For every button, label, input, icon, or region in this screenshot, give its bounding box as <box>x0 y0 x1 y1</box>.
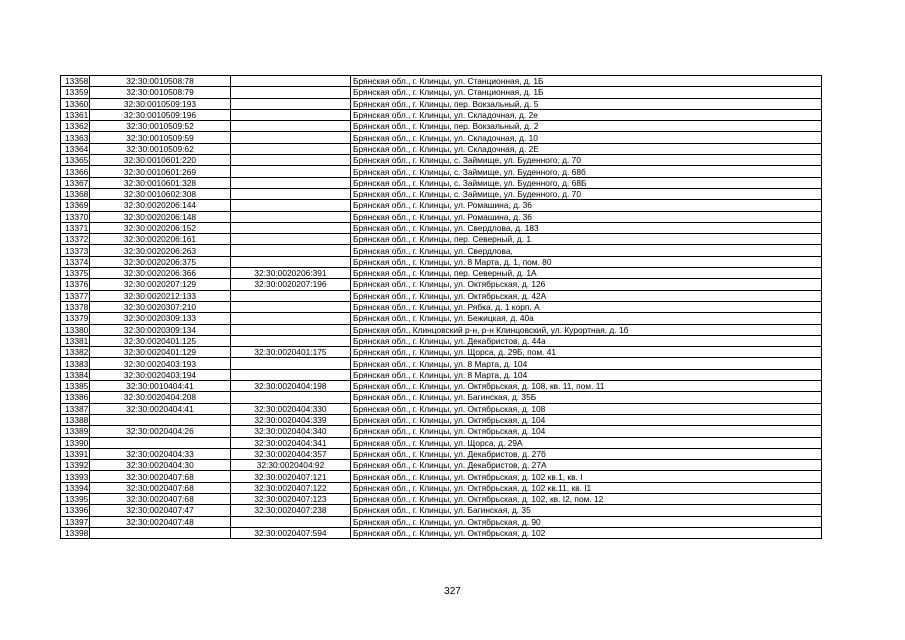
object-number-cell: 32:30:0020407:121 <box>231 471 351 482</box>
cadastral-number-cell: 32:30:0020403:193 <box>90 358 231 369</box>
table-body <box>61 76 822 539</box>
cadastral-number-cell: 32:30:0010508:79 <box>90 87 231 98</box>
table-row <box>61 414 822 425</box>
object-number-cell: 32:30:0020206:391 <box>231 268 351 279</box>
table-row <box>61 403 822 414</box>
row-number-cell: 13365 <box>61 155 90 166</box>
table-row <box>61 188 822 199</box>
row-number-cell: 13396 <box>61 505 90 516</box>
cadastral-number-cell: 32:30:0020206:366 <box>90 268 231 279</box>
address-cell: Брянская обл., г. Клинцы, ул. 8 Марта, д. 104 <box>351 369 822 380</box>
table-row <box>61 98 822 109</box>
table-row <box>61 279 822 290</box>
table-row <box>61 448 822 459</box>
address-cell: Брянская обл., г. Клинцы, ул. Свердлова, <box>351 245 822 256</box>
row-number-cell: 13390 <box>61 437 90 448</box>
object-number-cell <box>231 245 351 256</box>
row-number-cell: 13389 <box>61 426 90 437</box>
object-number-cell: 32:30:0020404:198 <box>231 381 351 392</box>
row-number-cell: 13398 <box>61 527 90 538</box>
object-number-cell <box>231 313 351 324</box>
object-number-cell <box>231 166 351 177</box>
row-number-cell: 13393 <box>61 471 90 482</box>
address-cell: Брянская обл., г. Клинцы, ул. Октябрьская, д. 102 <box>351 527 822 538</box>
address-cell: Брянская обл., г. Клинцы, ул. Октябрьская, д. 104 <box>351 426 822 437</box>
object-number-cell <box>231 188 351 199</box>
object-number-cell: 32:30:0020404:339 <box>231 414 351 425</box>
cadastral-table <box>60 75 822 539</box>
address-cell: Брянская обл., г. Клинцы, ул. Октябрьская, д. 108, кв. 11, пом. 11 <box>351 381 822 392</box>
address-cell: Брянская обл., г. Клинцы, пер. Вокзальный, д. 2 <box>351 121 822 132</box>
object-number-cell <box>231 132 351 143</box>
object-number-cell <box>231 76 351 87</box>
table-row <box>61 166 822 177</box>
object-number-cell: 32:30:0020404:341 <box>231 437 351 448</box>
address-cell: Брянская обл., г. Клинцы, ул. Декабристов, д. 44а <box>351 335 822 346</box>
row-number-cell: 13368 <box>61 188 90 199</box>
row-number-cell: 13359 <box>61 87 90 98</box>
address-cell: Брянская обл., г. Клинцы, ул. Ромашина, д. 36 <box>351 211 822 222</box>
table-row <box>61 301 822 312</box>
row-number-cell: 13369 <box>61 200 90 211</box>
table-row <box>61 290 822 301</box>
object-number-cell: 32:30:0020404:357 <box>231 448 351 459</box>
table-row <box>61 381 822 392</box>
row-number-cell: 13385 <box>61 381 90 392</box>
row-number-cell: 13382 <box>61 347 90 358</box>
row-number-cell: 13363 <box>61 132 90 143</box>
table-row <box>61 313 822 324</box>
address-cell: Брянская обл., г. Клинцы, ул. Щорса, д. 29Б, пом. 41 <box>351 347 822 358</box>
object-number-cell: 32:30:0020407:123 <box>231 493 351 504</box>
cadastral-number-cell: 32:30:0020309:133 <box>90 313 231 324</box>
address-cell: Брянская обл., г. Клинцы, ул. Щорса, д. 29А <box>351 437 822 448</box>
row-number-cell: 13358 <box>61 76 90 87</box>
cadastral-number-cell: 32:30:0020407:68 <box>90 482 231 493</box>
row-number-cell: 13361 <box>61 109 90 120</box>
row-number-cell: 13376 <box>61 279 90 290</box>
address-cell: Брянская обл., г. Клинцы, ул. Станционная, д. 1Б <box>351 76 822 87</box>
address-cell: Брянская обл., г. Клинцы, ул. Багинская, д. 35 <box>351 505 822 516</box>
object-number-cell <box>231 256 351 267</box>
address-cell: Брянская обл., г. Клинцы, ул. 8 Марта, д. 1, пом. 80 <box>351 256 822 267</box>
table-row <box>61 335 822 346</box>
row-number-cell: 13364 <box>61 143 90 154</box>
address-cell: Брянская обл., г. Клинцы, пер. Северный, д. 1 <box>351 234 822 245</box>
object-number-cell <box>231 155 351 166</box>
cadastral-number-cell: 32:30:0010509:59 <box>90 132 231 143</box>
cadastral-number-cell: 32:30:0020407:68 <box>90 493 231 504</box>
address-cell: Брянская обл., г. Клинцы, ул. Багинская, д. 35Б <box>351 392 822 403</box>
address-cell: Брянская обл., г. Клинцы, ул. Бежицкая, д. 40а <box>351 313 822 324</box>
row-number-cell: 13392 <box>61 460 90 471</box>
table-row <box>61 234 822 245</box>
address-cell: Брянская обл., г. Клинцы, ул. Декабристов, д. 27б <box>351 448 822 459</box>
address-cell: Брянская обл., г. Клинцы, ул. Станционная, д. 1Б <box>351 87 822 98</box>
object-number-cell <box>231 234 351 245</box>
table-row <box>61 392 822 403</box>
row-number-cell: 13388 <box>61 414 90 425</box>
cadastral-number-cell: 32:30:0010509:52 <box>90 121 231 132</box>
address-cell: Брянская обл., г. Клинцы, ул. Свердлова, д. 183 <box>351 222 822 233</box>
table-row <box>61 516 822 527</box>
cadastral-number-cell <box>90 414 231 425</box>
row-number-cell: 13395 <box>61 493 90 504</box>
table-row <box>61 324 822 335</box>
cadastral-number-cell: 32:30:0010404:41 <box>90 381 231 392</box>
row-number-cell: 13375 <box>61 268 90 279</box>
object-number-cell <box>231 109 351 120</box>
table-row <box>61 143 822 154</box>
row-number-cell: 13381 <box>61 335 90 346</box>
cadastral-number-cell: 32:30:0010601:220 <box>90 155 231 166</box>
address-cell: Брянская обл., г. Клинцы, ул. Октябрьская, д. 102 кв.1, кв. I <box>351 471 822 482</box>
table-row <box>61 155 822 166</box>
row-number-cell: 13387 <box>61 403 90 414</box>
object-number-cell <box>231 98 351 109</box>
address-cell: Брянская обл., г. Клинцы, ул. Октябрьская, д. 102, кв. I2, пом. 12 <box>351 493 822 504</box>
cadastral-number-cell: 32:30:0020207:129 <box>90 279 231 290</box>
cadastral-number-cell: 32:30:0010509:62 <box>90 143 231 154</box>
cadastral-number-cell: 32:30:0010601:269 <box>90 166 231 177</box>
row-number-cell: 13383 <box>61 358 90 369</box>
row-number-cell: 13374 <box>61 256 90 267</box>
table-row <box>61 369 822 380</box>
table-row <box>61 177 822 188</box>
address-cell: Брянская обл., Клинцовский р-н, р-н Клинцовский, ул. Курортная, д. 1б <box>351 324 822 335</box>
object-number-cell <box>231 369 351 380</box>
object-number-cell <box>231 392 351 403</box>
row-number-cell: 13362 <box>61 121 90 132</box>
cadastral-number-cell: 32:30:0020407:47 <box>90 505 231 516</box>
address-cell: Брянская обл., г. Клинцы, с. Займище, ул. Буденного, д. 68б <box>351 166 822 177</box>
table-row <box>61 493 822 504</box>
address-cell: Брянская обл., г. Клинцы, ул. Складочная, д. 2Е <box>351 143 822 154</box>
table-row <box>61 87 822 98</box>
page-number: 327 <box>444 586 461 597</box>
object-number-cell: 32:30:0020404:340 <box>231 426 351 437</box>
object-number-cell: 32:30:0020407:594 <box>231 527 351 538</box>
address-cell: Брянская обл., г. Клинцы, ул. Складочная, д. 10 <box>351 132 822 143</box>
cadastral-number-cell: 32:30:0020404:30 <box>90 460 231 471</box>
object-number-cell <box>231 516 351 527</box>
address-cell: Брянская обл., г. Клинцы, ул. 8 Марта, д. 104 <box>351 358 822 369</box>
object-number-cell <box>231 324 351 335</box>
address-cell: Брянская обл., г. Клинцы, с. Займище, ул. Буденного, д. 70 <box>351 188 822 199</box>
address-cell: Брянская обл., г. Клинцы, ул. Октябрьская, д. 42А <box>351 290 822 301</box>
object-number-cell: 32:30:0020407:122 <box>231 482 351 493</box>
row-number-cell: 13360 <box>61 98 90 109</box>
table-row <box>61 200 822 211</box>
table-row <box>61 256 822 267</box>
cadastral-number-cell: 32:30:0020403:194 <box>90 369 231 380</box>
table-row <box>61 527 822 538</box>
address-cell: Брянская обл., г. Клинцы, ул. Октябрьская, д. 102 кв.11, кв. I1 <box>351 482 822 493</box>
row-number-cell: 13380 <box>61 324 90 335</box>
address-cell: Брянская обл., г. Клинцы, пер. Вокзальный, д. 5 <box>351 98 822 109</box>
table-row <box>61 437 822 448</box>
object-number-cell <box>231 87 351 98</box>
object-number-cell <box>231 290 351 301</box>
table-row <box>61 211 822 222</box>
cadastral-number-cell: 32:30:0020401:129 <box>90 347 231 358</box>
row-number-cell: 13378 <box>61 301 90 312</box>
cadastral-number-cell: 32:30:0020404:33 <box>90 448 231 459</box>
row-number-cell: 13373 <box>61 245 90 256</box>
address-cell: Брянская обл., г. Клинцы, ул. Ромашина, д. 36 <box>351 200 822 211</box>
row-number-cell: 13366 <box>61 166 90 177</box>
address-cell: Брянская обл., г. Клинцы, пер. Северный, д. 1А <box>351 268 822 279</box>
cadastral-number-cell: 32:30:0020212:133 <box>90 290 231 301</box>
row-number-cell: 13386 <box>61 392 90 403</box>
table-row <box>61 76 822 87</box>
row-number-cell: 13370 <box>61 211 90 222</box>
object-number-cell: 32:30:0020404:92 <box>231 460 351 471</box>
table-row <box>61 132 822 143</box>
cadastral-number-cell: 32:30:0020307:210 <box>90 301 231 312</box>
cadastral-number-cell: 32:30:0010508:78 <box>90 76 231 87</box>
cadastral-number-cell: 32:30:0020407:68 <box>90 471 231 482</box>
address-cell: Брянская обл., г. Клинцы, ул. Октябрьская, д. 108 <box>351 403 822 414</box>
cadastral-number-cell: 32:30:0020404:208 <box>90 392 231 403</box>
row-number-cell: 13377 <box>61 290 90 301</box>
cadastral-number-cell: 32:30:0020404:41 <box>90 403 231 414</box>
address-cell: Брянская обл., г. Клинцы, ул. Октябрьская, д. 90 <box>351 516 822 527</box>
table-row <box>61 245 822 256</box>
object-number-cell: 32:30:0020407:238 <box>231 505 351 516</box>
cadastral-number-cell <box>90 527 231 538</box>
table-row <box>61 460 822 471</box>
table-row <box>61 426 822 437</box>
object-number-cell <box>231 335 351 346</box>
object-number-cell <box>231 211 351 222</box>
cadastral-number-cell: 32:30:0020206:152 <box>90 222 231 233</box>
table-row <box>61 482 822 493</box>
row-number-cell: 13384 <box>61 369 90 380</box>
table-row <box>61 358 822 369</box>
address-cell: Брянская обл., г. Клинцы, ул. Октябрьская, д. 126 <box>351 279 822 290</box>
row-number-cell: 13397 <box>61 516 90 527</box>
cadastral-number-cell: 32:30:0020407:48 <box>90 516 231 527</box>
object-number-cell <box>231 301 351 312</box>
cadastral-number-cell: 32:30:0010509:196 <box>90 109 231 120</box>
row-number-cell: 13391 <box>61 448 90 459</box>
table-row <box>61 347 822 358</box>
object-number-cell: 32:30:0020207:196 <box>231 279 351 290</box>
object-number-cell: 32:30:0020404:330 <box>231 403 351 414</box>
cadastral-number-cell: 32:30:0020404:26 <box>90 426 231 437</box>
cadastral-number-cell: 32:30:0020309:134 <box>90 324 231 335</box>
cadastral-number-cell: 32:30:0020401:125 <box>90 335 231 346</box>
table-row <box>61 109 822 120</box>
cadastral-number-cell: 32:30:0010602:308 <box>90 188 231 199</box>
row-number-cell: 13372 <box>61 234 90 245</box>
object-number-cell: 32:30:0020401:175 <box>231 347 351 358</box>
address-cell: Брянская обл., г. Клинцы, ул. Декабристов, д. 27А <box>351 460 822 471</box>
cadastral-number-cell: 32:30:0010509:193 <box>90 98 231 109</box>
table-row <box>61 268 822 279</box>
cadastral-number-cell <box>90 437 231 448</box>
cadastral-number-cell: 32:30:0020206:148 <box>90 211 231 222</box>
row-number-cell: 13371 <box>61 222 90 233</box>
cadastral-number-cell: 32:30:0020206:375 <box>90 256 231 267</box>
object-number-cell <box>231 121 351 132</box>
object-number-cell <box>231 200 351 211</box>
row-number-cell: 13367 <box>61 177 90 188</box>
address-cell: Брянская обл., г. Клинцы, с. Займище, ул. Буденного, д. 68Б <box>351 177 822 188</box>
row-number-cell: 13379 <box>61 313 90 324</box>
object-number-cell <box>231 177 351 188</box>
table-row <box>61 222 822 233</box>
address-cell: Брянская обл., г. Клинцы, с. Займище, ул. Буденного, д. 70 <box>351 155 822 166</box>
object-number-cell <box>231 222 351 233</box>
cadastral-number-cell: 32:30:0010601:328 <box>90 177 231 188</box>
address-cell: Брянская обл., г. Клинцы, ул. Складочная, д. 2е <box>351 109 822 120</box>
cadastral-number-cell: 32:30:0020206:161 <box>90 234 231 245</box>
object-number-cell <box>231 143 351 154</box>
row-number-cell: 13394 <box>61 482 90 493</box>
cadastral-number-cell: 32:30:0020206:263 <box>90 245 231 256</box>
address-cell: Брянская обл., г. Клинцы, ул. Октябрьская, д. 104 <box>351 414 822 425</box>
address-cell: Брянская обл., г. Клинцы, ул. Рябка, д. 1 корп. А <box>351 301 822 312</box>
cadastral-number-cell: 32:30:0020206:144 <box>90 200 231 211</box>
table-row <box>61 505 822 516</box>
object-number-cell <box>231 358 351 369</box>
table-row <box>61 121 822 132</box>
table-row <box>61 471 822 482</box>
